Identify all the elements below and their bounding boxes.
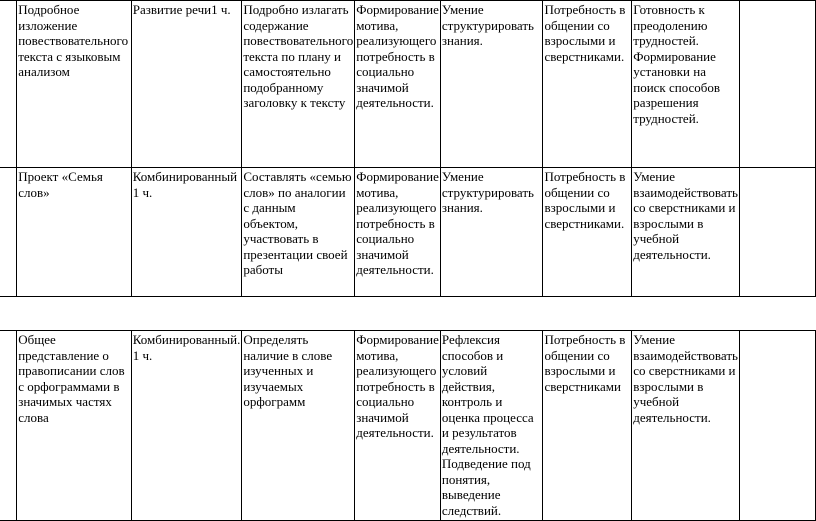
table-gap-row [0, 297, 816, 331]
regulative-cell: Готовность к преодолению трудностей. Формирование установки на поиск способов разрешения трудностей. [632, 1, 740, 168]
lesson-type-cell: Комбинированный 1 ч. [131, 168, 242, 297]
lesson-type-cell: Развитие речи1 ч. [131, 1, 242, 168]
cognitive-cell: Рефлексия способов и условий действия, контроль и оценка процесса и результатов деятельности. Подведение под понятия, выведение следствий. [440, 331, 543, 521]
empty-cell [739, 168, 815, 297]
table-row [0, 168, 816, 297]
edge-cell [0, 331, 17, 521]
edge-cell [0, 168, 17, 297]
table-row [0, 1, 816, 168]
personal-cell: Формирование мотива, реализующего потребность в социально значимой деятельности. [355, 168, 441, 297]
activity-cell: Составлять «семью слов» по аналогии с данным объектом, участвовать в презентации своей работы [242, 168, 355, 297]
communicative-cell: Потребность в общении со взрослыми и сверстниками [543, 331, 632, 521]
edge-cell [0, 1, 17, 168]
communicative-cell: Потребность в общении со взрослыми и сверстниками. [543, 1, 632, 168]
communicative-cell: Потребность в общении со взрослыми и сверстниками. [543, 168, 632, 297]
empty-cell [739, 1, 815, 168]
topic-cell: Подробное изложение повествовательного текста с языковым анализом [17, 1, 132, 168]
regulative-cell: Умение взаимодействовать со сверстниками и взрослыми в учебной деятельности. [632, 331, 740, 521]
topic-cell: Общее представление о правописании слов с орфограммами в значимых частях слова [17, 331, 132, 521]
table-row [0, 331, 816, 521]
personal-cell: Формирование мотива, реализующего потребность в социально значимой деятельности. [355, 331, 441, 521]
regulative-cell: Умение взаимодействовать со сверстниками и взрослыми в учебной деятельности. [632, 168, 740, 297]
empty-cell [739, 331, 815, 521]
lesson-type-cell: Комбинированный. 1 ч. [131, 331, 242, 521]
gap-cell [0, 297, 816, 331]
topic-cell: Проект «Семья слов» [17, 168, 132, 297]
activity-cell: Определять наличие в слове изученных и изучаемых орфограмм [242, 331, 355, 521]
activity-cell: Подробно излагать содержание повествовательного текста по плану и самостоятельно подобранному заголовку к тексту [242, 1, 355, 168]
cognitive-cell: Умение структурировать знания. [440, 1, 543, 168]
personal-cell: Формирование мотива, реализующего потребность в социально значимой деятельности. [355, 1, 441, 168]
cognitive-cell: Умение структурировать знания. [440, 168, 543, 297]
